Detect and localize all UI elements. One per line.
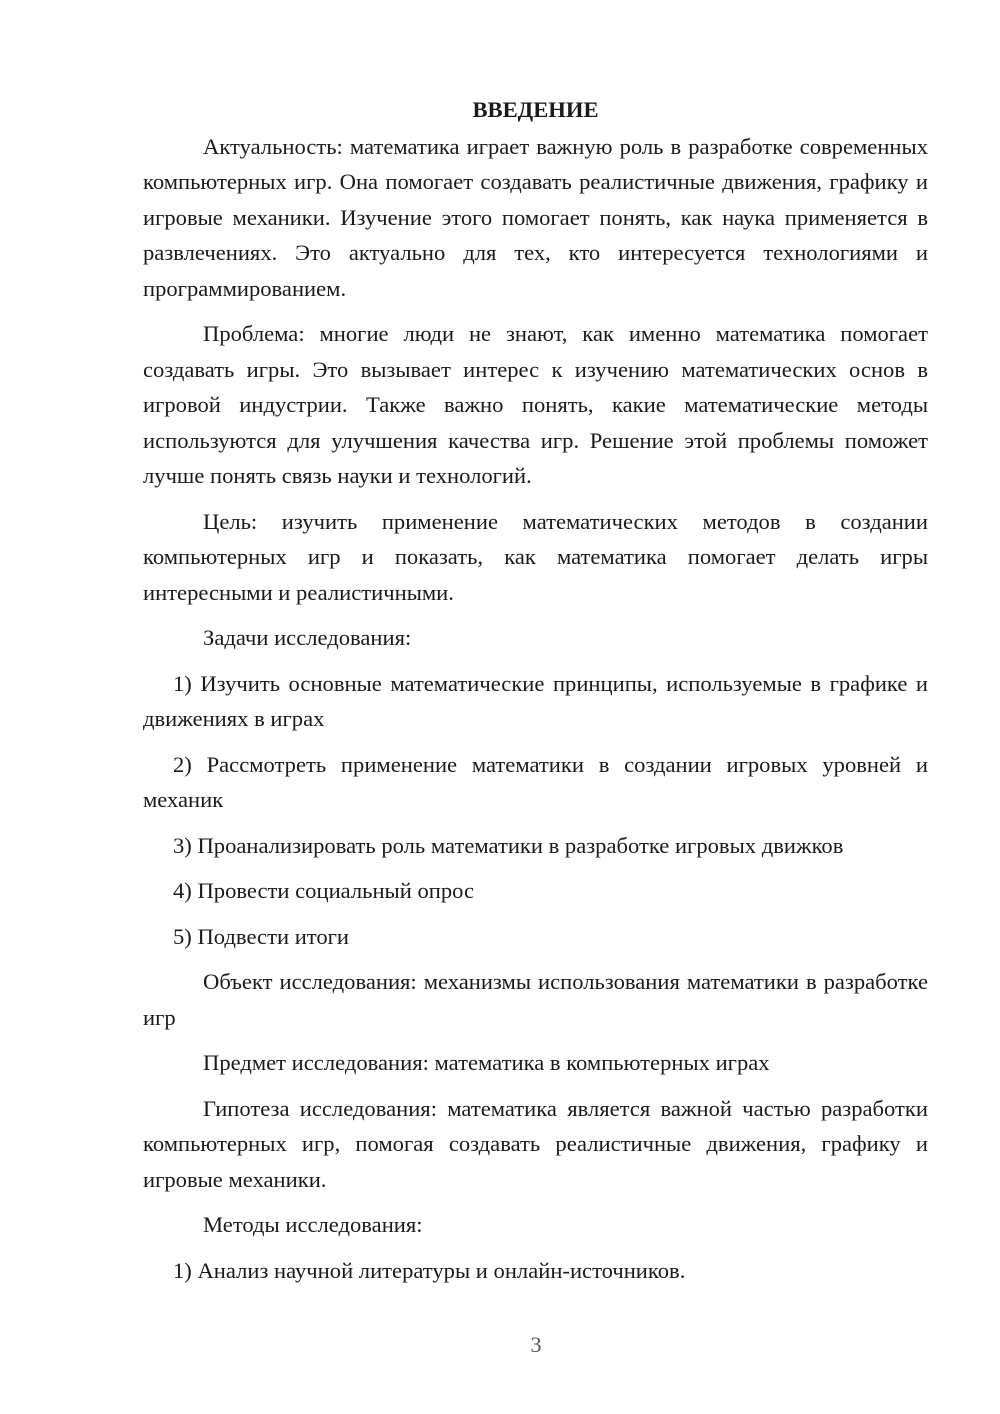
task-item: 2) Рассмотреть применение математики в создании игровых уровней и механик <box>143 751 928 812</box>
document-page <box>143 92 928 1298</box>
page-title: ВВЕДЕНИЕ <box>472 97 599 122</box>
subject-paragraph: Предмет исследования: математика в компьютерных играх <box>203 1050 770 1075</box>
problem-paragraph: Проблема: многие люди не знают, как именно математика помогает создавать игры. Это вызывает интерес к изучению математических основ в игровой индустрии. Также важно понять, какие математические методы используются для улучшения качества игр. Решение этой проблемы поможет лучше понять связь науки и технологий. <box>143 321 928 488</box>
task-item: 4) Провести социальный опрос <box>173 878 475 903</box>
tasks-list <box>143 666 928 955</box>
relevance-paragraph: Актуальность: математика играет важную роль в разработке современных компьютерных игр. Она помогает создавать реалистичные движения, графику и игровые механики. Изучение этого помогает понять, как наука применяется в развлечениях. Это актуально для тех, кто интересуется технологиями и программированием. <box>143 133 928 301</box>
task-item: 1) Изучить основные математические принципы, используемые в графике и движениях в играх <box>143 670 928 731</box>
object-paragraph: Объект исследования: механизмы использования математики в разработке игр <box>143 969 928 1030</box>
task-item: 3) Проанализировать роль математики в разработке игровых движков <box>173 832 844 858</box>
goal-paragraph: Цель: изучить применение математических методов в создании компьютерных игр и показать, как математика помогает делать игры интересными и реалистичными. <box>143 508 928 605</box>
page-number: 3 <box>530 1332 542 1357</box>
methods-heading: Методы исследования: <box>203 1212 423 1237</box>
hypothesis-paragraph: Гипотеза исследования: математика является важной частью разработки компьютерных игр, помогая создавать реалистичные движения, графику и игровые механики. <box>143 1095 928 1192</box>
methods-list <box>143 1253 928 1289</box>
task-item: 5) Подвести итоги <box>173 923 350 949</box>
tasks-heading: Задачи исследования: <box>203 625 412 650</box>
method-item: 1) Анализ научной литературы и онлайн-источников. <box>173 1257 686 1283</box>
